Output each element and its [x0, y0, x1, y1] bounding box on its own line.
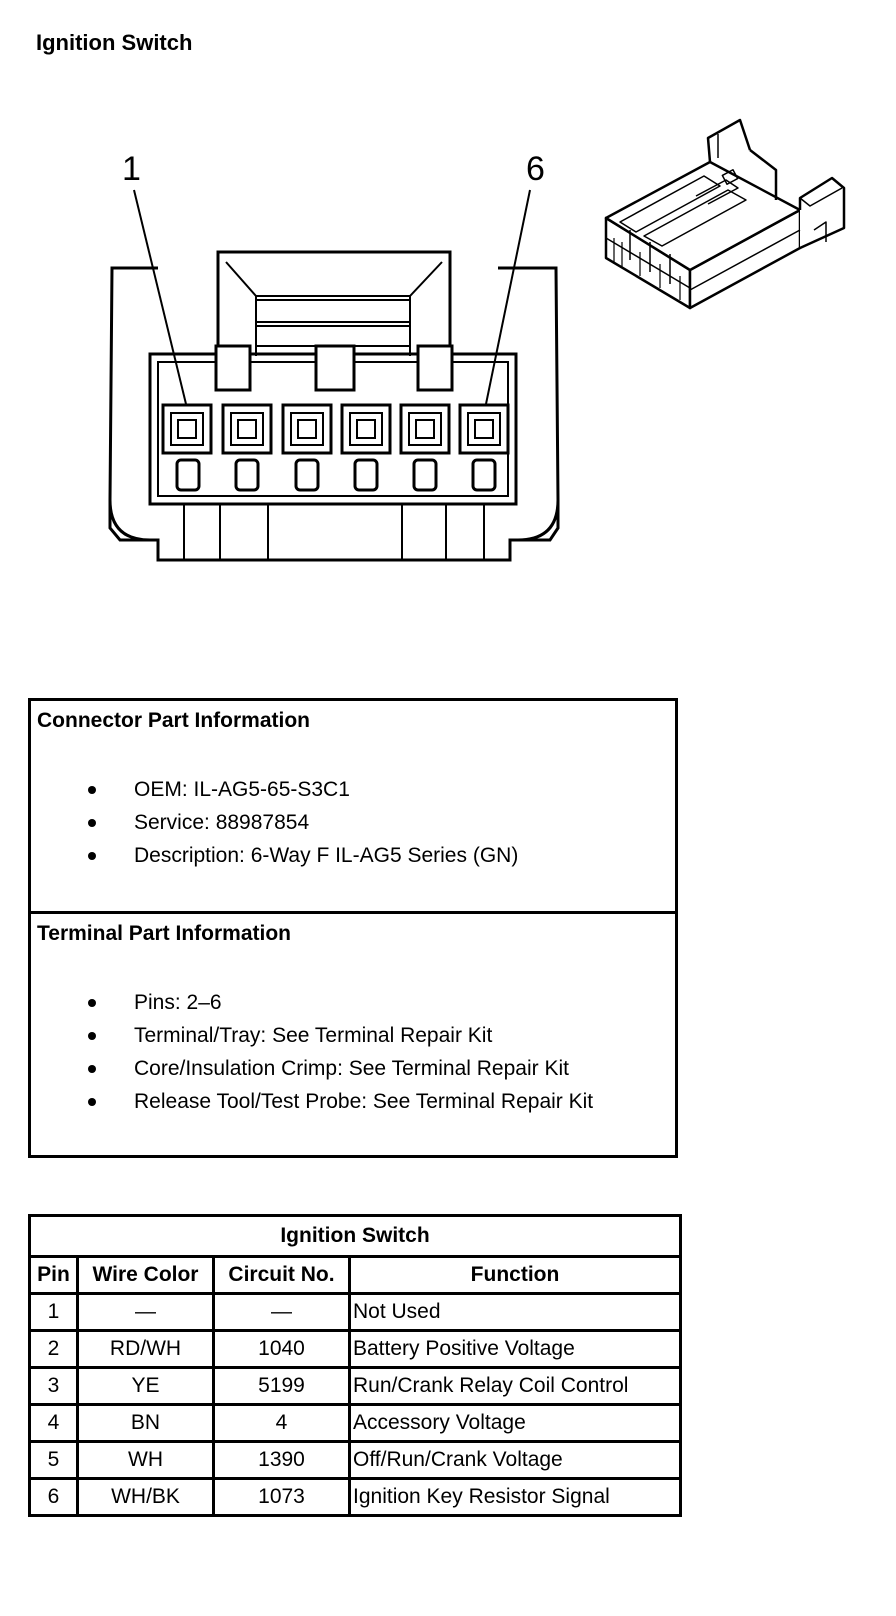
pin-6-label: 6 — [526, 150, 545, 188]
bullet-icon — [88, 852, 96, 860]
pin-cell: 5 — [30, 1442, 78, 1479]
function-cell: Ignition Key Resistor Signal — [350, 1479, 681, 1516]
column-header: Circuit No. — [214, 1257, 350, 1294]
bullet-icon — [88, 1065, 96, 1073]
cavity-4 — [342, 405, 390, 490]
table-title: Ignition Switch — [30, 1216, 681, 1257]
function-cell: Run/Crank Relay Coil Control — [350, 1368, 681, 1405]
table-title-row — [30, 1216, 681, 1257]
circuit-cell: 1390 — [214, 1442, 350, 1479]
connector-isometric-illustration — [600, 110, 850, 320]
column-header: Pin — [30, 1257, 78, 1294]
pin-cell: 4 — [30, 1405, 78, 1442]
pin-1-leader-line — [134, 190, 186, 404]
table-row — [30, 1479, 681, 1516]
function-cell: Not Used — [350, 1294, 681, 1331]
bullet-icon — [88, 1032, 96, 1040]
circuit-cell: 1073 — [214, 1479, 350, 1516]
function-cell: Accessory Voltage — [350, 1405, 681, 1442]
table-row — [30, 1368, 681, 1405]
pin-1-label: 1 — [122, 150, 141, 188]
cavity-1 — [163, 405, 211, 490]
wire-color-cell: WH/BK — [78, 1479, 214, 1516]
function-cell: Battery Positive Voltage — [350, 1331, 681, 1368]
wire-color-cell: YE — [78, 1368, 214, 1405]
part-information-box — [28, 698, 678, 1158]
wire-color-cell: — — [78, 1294, 214, 1331]
bullet-icon — [88, 819, 96, 827]
table-row — [30, 1405, 681, 1442]
circuit-cell: 4 — [214, 1405, 350, 1442]
pin-cell: 6 — [30, 1479, 78, 1516]
page-title: Ignition Switch — [36, 30, 193, 55]
cavity-5 — [401, 405, 449, 490]
cavity-6 — [460, 405, 508, 490]
bullet-icon — [88, 1098, 96, 1106]
table-header-row — [30, 1257, 681, 1294]
circuit-cell: 1040 — [214, 1331, 350, 1368]
wire-color-cell: BN — [78, 1405, 214, 1442]
connector-part-information: Connector Part Information OEM: IL-AG5-65-S3C1 Service: 88987854 Description: 6-Way F IL-AG5 Series (GN) — [31, 701, 675, 914]
bullet-icon — [88, 786, 96, 794]
connector-info-title: Connector Part Information — [37, 709, 311, 732]
cavity-2 — [223, 405, 271, 490]
cavity-3 — [283, 405, 331, 490]
column-header: Wire Color — [78, 1257, 214, 1294]
pin-cell: 1 — [30, 1294, 78, 1331]
table-row — [30, 1294, 681, 1331]
circuit-cell: 5199 — [214, 1368, 350, 1405]
pin-cell: 3 — [30, 1368, 78, 1405]
column-header: Function — [350, 1257, 681, 1294]
terminal-info-title: Terminal Part Information — [37, 922, 291, 945]
table-row — [30, 1442, 681, 1479]
wire-color-cell: WH — [78, 1442, 214, 1479]
pin-table — [28, 1214, 682, 1517]
function-cell: Off/Run/Crank Voltage — [350, 1442, 681, 1479]
bullet-icon — [88, 999, 96, 1007]
table-row — [30, 1331, 681, 1368]
circuit-cell: — — [214, 1294, 350, 1331]
connector-face-diagram — [0, 100, 600, 580]
terminal-part-information: Terminal Part Information Pins: 2–6 Terminal/Tray: See Terminal Repair Kit Core/Insulation Crimp: See Terminal Repair Kit Release Tool/Test Probe: See Terminal Repair Kit — [37, 922, 594, 1113]
pin-cell: 2 — [30, 1331, 78, 1368]
wire-color-cell: RD/WH — [78, 1331, 214, 1368]
